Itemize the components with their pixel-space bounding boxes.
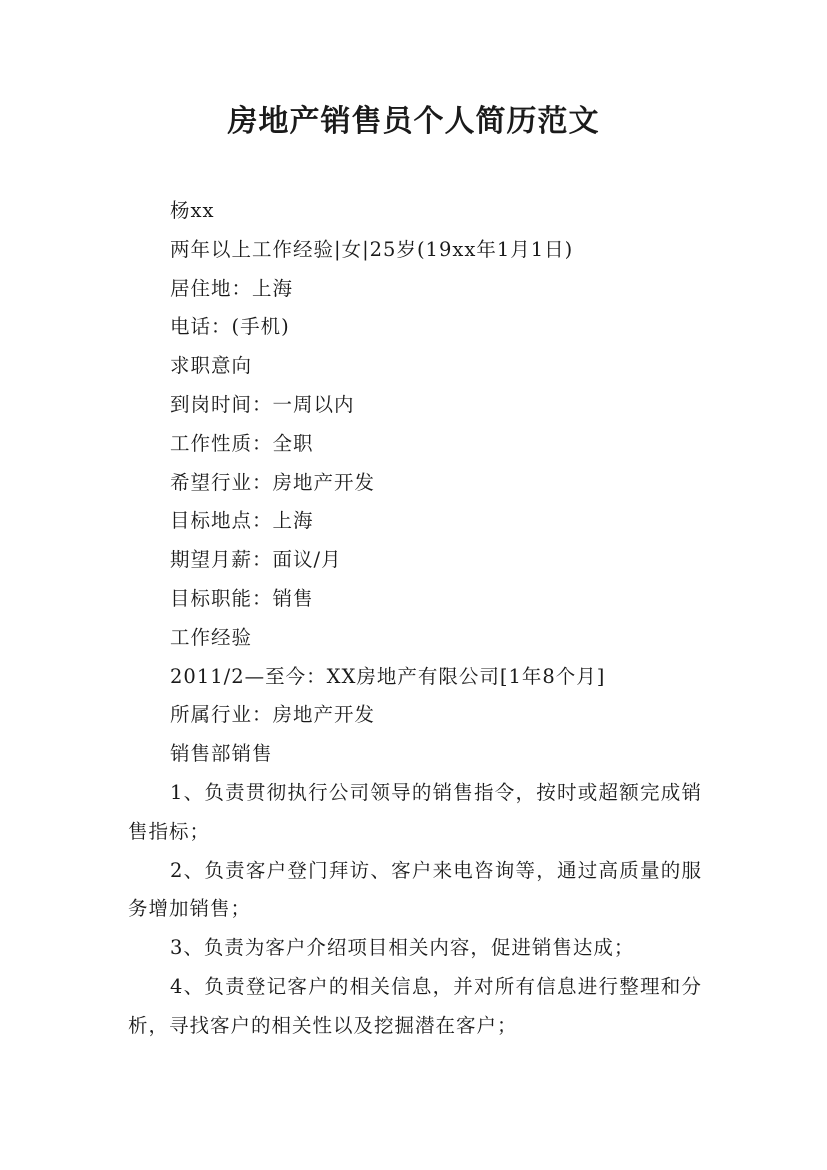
- phone-line: 电话：(手机): [170, 315, 290, 339]
- expected-salary-line: 期望月薪：面议/月: [170, 548, 342, 572]
- document-body: [128, 192, 702, 1046]
- duty-item-2: 2、负责客户登门拜访、客户来电咨询等，通过高质量的服务增加销售；: [128, 858, 702, 921]
- duty-item-4: 4、负责登记客户的相关信息，并对所有信息进行整理和分析，寻找客户的相关性以及挖掘潜在客户；: [128, 974, 702, 1037]
- document-title: 房地产销售员个人简历范文: [227, 104, 600, 139]
- employer-industry-line: 所属行业：房地产开发: [170, 703, 376, 727]
- candidate-summary: 两年以上工作经验|女|25岁(19xx年1月1日): [170, 237, 574, 261]
- section-heading-job-intention: 求职意向: [170, 354, 253, 378]
- residence-line: 居住地：上海: [170, 276, 294, 300]
- candidate-name: 杨xx: [170, 199, 215, 222]
- arrival-time-line: 到岗时间：一周以内: [170, 392, 355, 416]
- duty-item-1: 1、负责贯彻执行公司领导的销售指令，按时或超额完成销售指标；: [128, 780, 702, 843]
- job-type-line: 工作性质：全职: [170, 431, 314, 455]
- employment-period-line: 2011/2—至今：XX房地产有限公司[1年8个月]: [170, 664, 606, 688]
- duty-item-3: 3、负责为客户介绍项目相关内容，促进销售达成；: [170, 936, 635, 960]
- desired-industry-line: 希望行业：房地产开发: [170, 470, 376, 494]
- target-function-line: 目标职能：销售: [170, 586, 314, 610]
- section-heading-work-experience: 工作经验: [170, 625, 253, 649]
- position-line: 销售部销售: [170, 742, 273, 766]
- target-location-line: 目标地点：上海: [170, 509, 314, 533]
